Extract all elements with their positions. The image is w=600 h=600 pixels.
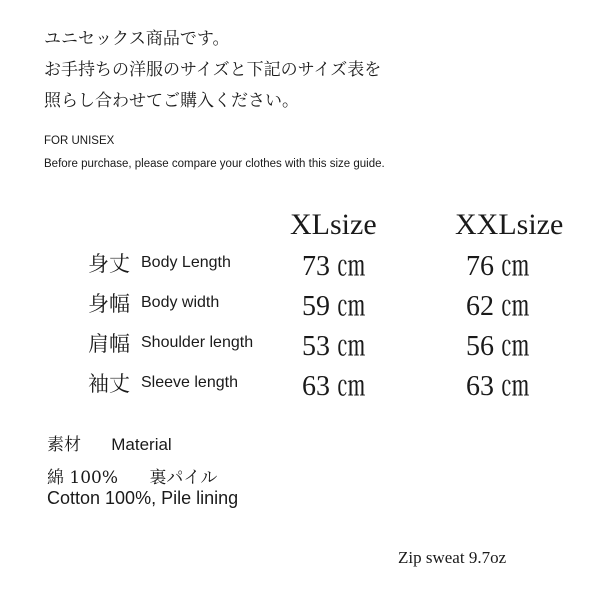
xl-value: 63 ㎝ xyxy=(302,371,366,402)
pile-lining-jp: 裏パイル xyxy=(149,468,218,488)
xxl-value: 62 ㎝ xyxy=(466,291,530,322)
intro-jp-line: 照らし合わせてご購入ください。 xyxy=(44,91,299,111)
material-composition-en: Cotton 100%, Pile lining xyxy=(47,488,239,508)
xl-value: 53 ㎝ xyxy=(302,331,366,362)
size-guide-note: Before purchase, please compare your clothes with this size guide. xyxy=(44,158,385,170)
size-row-shoulder-length xyxy=(0,328,600,368)
intro-jp-line: ユニセックス商品です。 xyxy=(44,29,230,49)
size-row-body-width xyxy=(0,288,600,328)
material-composition-jp xyxy=(47,463,217,488)
xxl-value: 63 ㎝ xyxy=(466,371,530,402)
row-label-en: Body Length xyxy=(141,254,231,271)
intro-english xyxy=(44,130,385,176)
unisex-label: FOR UNISEX xyxy=(44,135,115,147)
size-row-sleeve-length xyxy=(0,368,600,408)
row-label-jp: 身丈 xyxy=(88,252,130,276)
material-label-en: Material xyxy=(111,435,172,454)
material-label-jp: 素材 xyxy=(47,435,81,455)
intro-japanese xyxy=(44,24,381,117)
material-heading xyxy=(47,430,172,455)
row-label-en: Shoulder length xyxy=(141,334,254,351)
row-label-jp: 肩幅 xyxy=(88,332,130,356)
xl-value: 73 ㎝ xyxy=(302,251,366,282)
cotton-percent-jp: 綿 100% xyxy=(47,468,119,488)
row-label-en: Sleeve length xyxy=(141,374,238,391)
size-row-body-length xyxy=(0,248,600,288)
xxl-value: 56 ㎝ xyxy=(466,331,530,362)
row-label-jp: 身幅 xyxy=(88,292,130,316)
xl-value: 59 ㎝ xyxy=(302,291,366,322)
row-label-en: Body width xyxy=(141,294,220,311)
xl-size-header: XLsize xyxy=(290,208,377,241)
xxl-size-header: XXLsize xyxy=(455,208,564,241)
intro-jp-line: お手持ちの洋服のサイズと下記のサイズ表を xyxy=(44,60,382,80)
row-label-jp: 袖丈 xyxy=(88,372,130,396)
xxl-value: 76 ㎝ xyxy=(466,251,530,282)
product-name: Zip sweat 9.7oz xyxy=(398,548,507,567)
